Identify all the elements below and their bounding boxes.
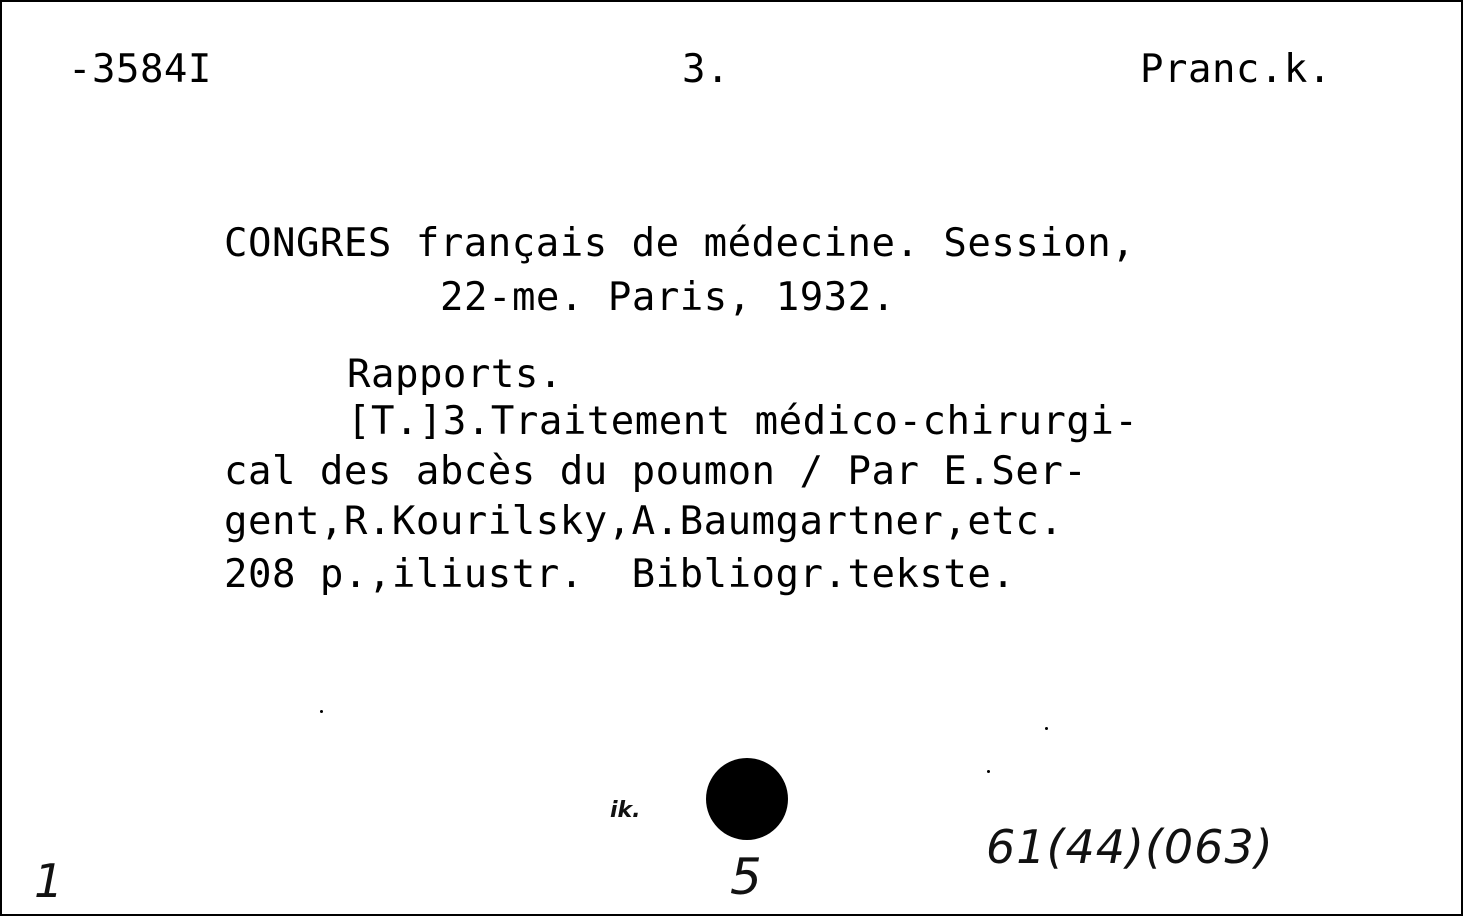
handwritten-number: 5: [730, 848, 762, 906]
body-line-4: 208 p.,iliustr. Bibliogr.tekste.: [224, 552, 1016, 597]
heading-line-1: CONGRES français de médecine. Session,: [224, 221, 1136, 266]
body-line-3: gent,R.Kourilsky,A.Baumgartner,etc.: [224, 499, 1064, 544]
speck: [987, 770, 990, 773]
call-number: -3584I: [68, 47, 212, 92]
punch-hole: [706, 758, 788, 840]
series-title: Rapports.: [347, 352, 563, 397]
location-code: Pranc.k.: [1140, 47, 1332, 92]
speck: [1045, 727, 1048, 730]
body-line-1: [T.]3.Traitement médico-chirurgi-: [347, 399, 1139, 444]
body-line-2: cal des abcès du poumon / Par E.Ser-: [224, 449, 1088, 494]
volume-number: 3.: [682, 47, 730, 92]
heading-line-2: 22-me. Paris, 1932.: [440, 275, 896, 320]
handwritten-mark-small: ik.: [610, 798, 641, 823]
classification-code: 61(44)(063): [986, 820, 1274, 874]
handwritten-mark-left: 1: [34, 854, 64, 908]
speck: [320, 710, 323, 713]
